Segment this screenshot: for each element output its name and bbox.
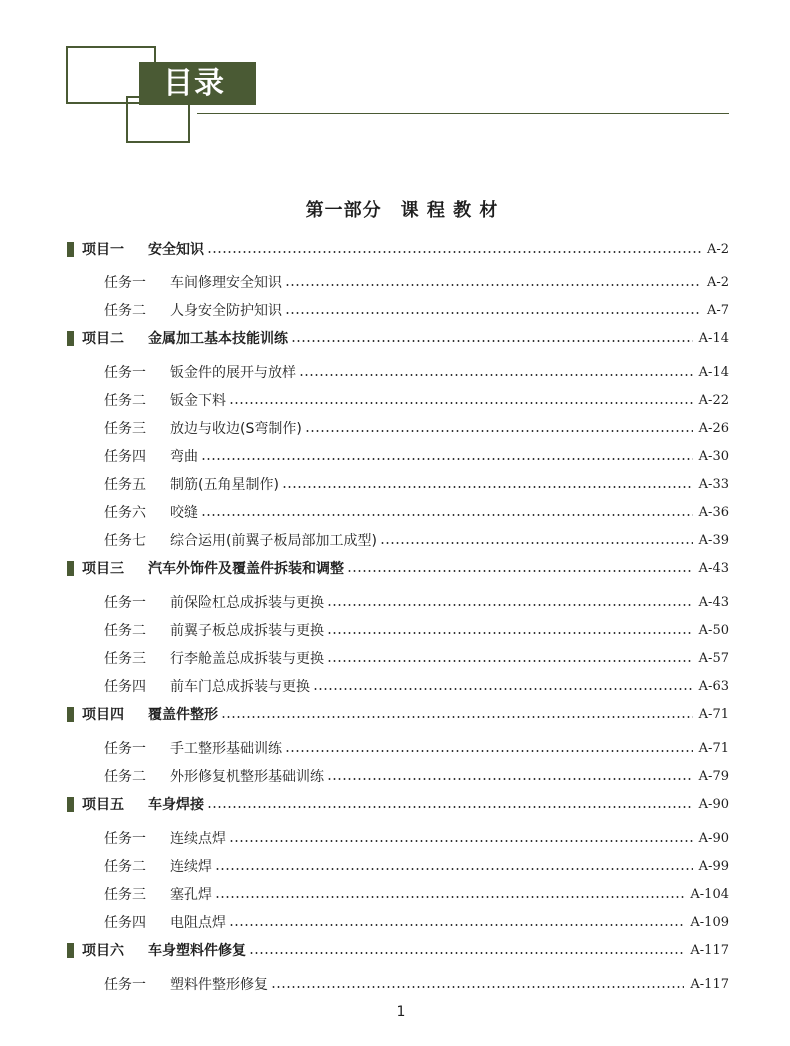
toc-entry-title: 车间修理安全知识 [170,275,282,291]
dot-leader [327,660,693,662]
dot-leader [291,340,693,342]
dot-leader [327,604,693,606]
dot-leader [285,750,693,752]
dot-leader [327,632,693,634]
toc-entry-number: 项目二 [82,331,124,347]
dot-leader [313,688,693,690]
toc-project-entry [82,554,729,582]
toc-entry-number: 任务一 [104,365,146,381]
dot-leader [229,924,684,926]
toc-entry-number: 任务一 [104,831,146,847]
toc-entry-number: 任务一 [104,595,146,611]
toc-project-entry [82,936,729,964]
toc-entry-title: 弯曲 [170,449,198,465]
toc-entry-number: 项目一 [82,242,124,258]
toc-entry-title: 塞孔焊 [170,887,212,903]
toc-task-entry [104,762,729,790]
toc-entry-number: 任务四 [104,449,146,465]
dot-leader [229,840,693,842]
toc-task-entry [104,970,729,998]
toc-task-entry [104,498,729,526]
dot-leader [285,284,701,286]
toc-task-entry [104,908,729,936]
dot-leader [271,986,684,988]
section-marker-icon [67,331,74,346]
toc-task-entry [104,588,729,616]
toc-project-entry [82,235,729,263]
toc-entry-title: 前翼子板总成拆装与更换 [170,623,324,639]
toc-entry-page: A-2 [706,274,729,290]
toc-task-entry [104,414,729,442]
toc-task-entry [104,644,729,672]
dot-leader [229,402,693,404]
toc-entry-title: 连续点焊 [170,831,226,847]
part-heading: 第一部分 课 程 教 材 [305,200,499,221]
toc-task-entry [104,880,729,908]
toc-entry-number: 项目三 [82,561,124,577]
toc-entry-page: A-90 [698,796,729,812]
toc-task-entry [104,852,729,880]
toc-entry-title: 车身塑料件修复 [148,943,246,959]
toc-entry-number: 任务二 [104,623,146,639]
toc-task-entry [104,358,729,386]
dot-leader [201,458,693,460]
toc-entry-page: A-109 [690,914,729,930]
toc-entry-page: A-36 [698,504,729,520]
page-number: 1 [396,1004,406,1020]
section-marker-icon [67,561,74,576]
toc-entry-page: A-117 [690,942,729,958]
toc-entry-number: 任务五 [104,477,146,493]
page-title: 目录 [139,62,256,105]
toc-entry-page: A-2 [706,241,729,257]
dot-leader [215,896,684,898]
dot-leader [347,570,693,572]
dot-leader [201,514,693,516]
toc-entry-page: A-71 [698,706,729,722]
toc-entry-number: 任务一 [104,977,146,993]
toc-project-entry [82,700,729,728]
section-marker-icon [67,943,74,958]
dot-leader [305,430,693,432]
toc-entry-number: 任务二 [104,769,146,785]
toc-entry-page: A-63 [698,678,729,694]
toc-entry-title: 行李舱盖总成拆装与更换 [170,651,324,667]
toc-entry-number: 任务三 [104,651,146,667]
toc-task-entry [104,296,729,324]
toc-task-entry [104,526,729,554]
dot-leader [327,778,693,780]
toc-task-entry [104,442,729,470]
dot-leader [207,806,693,808]
toc-entry-number: 任务六 [104,505,146,521]
toc-entry-number: 项目四 [82,707,124,723]
toc-entry-title: 前车门总成拆装与更换 [170,679,310,695]
toc-task-entry [104,734,729,762]
toc-entry-number: 任务一 [104,741,146,757]
toc-task-entry [104,470,729,498]
toc-entry-page: A-14 [698,330,729,346]
toc-entry-title: 外形修复机整形基础训练 [170,769,324,785]
toc-entry-number: 任务三 [104,421,146,437]
toc-entry-number: 任务三 [104,887,146,903]
toc-task-entry [104,386,729,414]
toc-task-entry [104,616,729,644]
toc-entry-title: 制筋(五角星制作) [170,477,279,493]
toc-entry-number: 任务二 [104,303,146,319]
toc-entry-title: 金属加工基本技能训练 [148,331,288,347]
toc-entry-page: A-14 [698,364,729,380]
toc-project-entry [82,324,729,352]
dot-leader [282,486,693,488]
toc-entry-number: 任务七 [104,533,146,549]
toc-entry-title: 钣金下料 [170,393,226,409]
toc-entry-number: 项目五 [82,797,124,813]
toc-entry-page: A-43 [698,560,729,576]
toc-entry-page: A-39 [698,532,729,548]
toc-entry-title: 放边与收边(S弯制作) [170,421,302,437]
toc-entry-title: 覆盖件整形 [148,707,218,723]
toc-entry-page: A-71 [698,740,729,756]
toc-entry-page: A-57 [698,650,729,666]
toc-entry-title: 塑料件整形修复 [170,977,268,993]
toc-entry-page: A-117 [690,976,729,992]
toc-entry-page: A-7 [706,302,729,318]
toc-entry-title: 钣金件的展开与放样 [170,365,296,381]
toc-entry-page: A-90 [698,830,729,846]
toc-entry-page: A-30 [698,448,729,464]
toc-entry-number: 任务二 [104,859,146,875]
section-marker-icon [67,797,74,812]
toc-entry-page: A-104 [690,886,729,902]
toc-entry-title: 电阻点焊 [170,915,226,931]
toc-task-entry [104,268,729,296]
dot-leader [299,374,693,376]
toc-entry-title: 手工整形基础训练 [170,741,282,757]
toc-entry-number: 任务四 [104,679,146,695]
toc-entry-page: A-43 [698,594,729,610]
toc-entry-page: A-50 [698,622,729,638]
dot-leader [380,542,693,544]
toc-entry-page: A-26 [698,420,729,436]
dot-leader [249,952,684,954]
toc-entry-title: 综合运用(前翼子板局部加工成型) [170,533,377,549]
toc-project-entry [82,790,729,818]
toc-entry-title: 前保险杠总成拆装与更换 [170,595,324,611]
toc-entry-title: 车身焊接 [148,797,204,813]
toc-entry-title: 咬缝 [170,505,198,521]
dot-leader [207,251,701,253]
toc-entry-title: 安全知识 [148,242,204,258]
toc-entry-page: A-79 [698,768,729,784]
toc-entry-page: A-99 [698,858,729,874]
toc-entry-title: 汽车外饰件及覆盖件拆装和调整 [148,561,344,577]
dot-leader [215,868,693,870]
toc-entry-page: A-22 [698,392,729,408]
toc-entry-page: A-33 [698,476,729,492]
toc-entry-number: 任务四 [104,915,146,931]
section-marker-icon [67,242,74,257]
toc-entry-number: 项目六 [82,943,124,959]
section-marker-icon [67,707,74,722]
toc-task-entry [104,672,729,700]
toc-entry-title: 连续焊 [170,859,212,875]
toc-entry-title: 人身安全防护知识 [170,303,282,319]
dot-leader [221,716,693,718]
toc-entry-number: 任务二 [104,393,146,409]
toc-task-entry [104,824,729,852]
dot-leader [285,312,701,314]
toc-entry-number: 任务一 [104,275,146,291]
